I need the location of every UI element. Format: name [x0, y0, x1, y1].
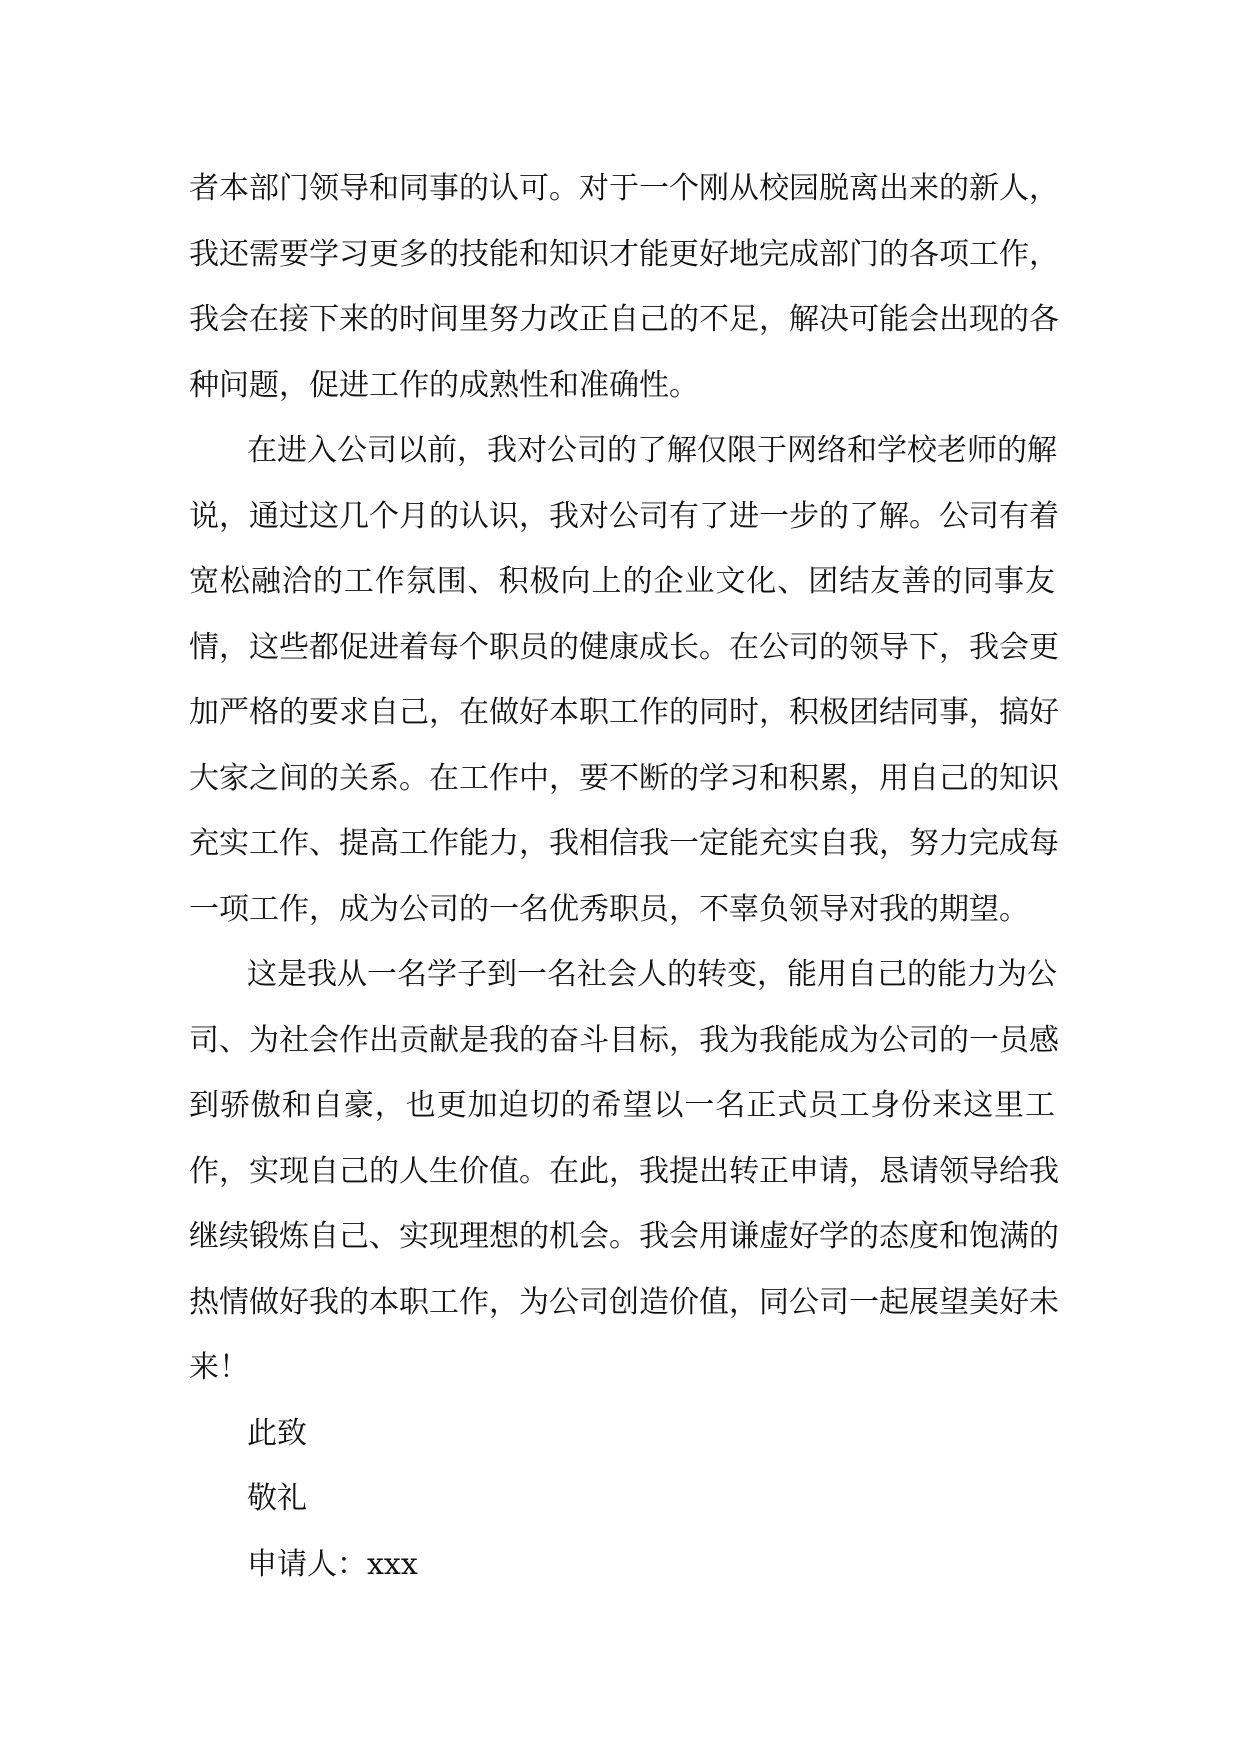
paragraph-2-line-2: 说，通过这几个月的认识，我对公司有了进一步的了解。公司有着 [189, 498, 1059, 534]
paragraph-3-line-1: 这是我从一名学子到一名社会人的转变，能用自己的能力为公 [247, 957, 1057, 992]
paragraph-1-line-3: 我会在接下来的时间里努力改正自己的不足，解决可能会出现的各 [189, 302, 1059, 337]
closing-regards: 敬礼 [247, 1481, 307, 1516]
paragraph-3-line-3: 到骄傲和自豪，也更加迫切的希望以一名正式员工身份来这里工 [189, 1088, 1055, 1123]
paragraph-2-line-8: 一项工作，成为公司的一名优秀职员，不辜负领导对我的期望。 [189, 891, 1029, 927]
paragraph-1-line-4: 种问题，促进工作的成熟性和准确性。 [189, 367, 699, 403]
paragraph-3-line-7: 来！ [189, 1350, 249, 1385]
applicant-signature-line: 申请人：xxx [247, 1546, 418, 1582]
paragraph-2-line-1: 在进入公司以前，我对公司的了解仅限于网络和学校老师的解 [247, 433, 1057, 468]
paragraph-3-line-4: 作，实现自己的人生价值。在此，我提出转正申请，恳请领导给我 [189, 1153, 1059, 1189]
paragraph-1-line-1: 者本部门领导和同事的认可。对于一个刚从校园脱离出来的新人， [189, 171, 1059, 206]
paragraph-2-line-7: 充实工作、提高工作能力，我相信我一定能充实自我，努力完成每 [189, 826, 1059, 861]
paragraph-1-line-2: 我还需要学习更多的技能和知识才能更好地完成部门的各项工作， [189, 236, 1059, 272]
paragraph-3-line-5: 继续锻炼自己、实现理想的机会。我会用谦虚好学的态度和饱满的 [189, 1219, 1059, 1254]
closing-salutation: 此致 [247, 1415, 307, 1451]
paragraph-3-line-6: 热情做好我的本职工作，为公司创造价值，同公司一起展望美好未 [189, 1284, 1059, 1320]
paragraph-2-line-5: 加严格的要求自己，在做好本职工作的同时，积极团结同事，搞好 [189, 695, 1059, 730]
letter-body [189, 156, 1059, 1597]
paragraph-2-line-3: 宽松融洽的工作氛围、积极向上的企业文化、团结友善的同事友 [189, 564, 1055, 599]
paragraph-2-line-4: 情，这些都促进着每个职员的健康成长。在公司的领导下，我会更 [189, 629, 1059, 665]
paragraph-2-line-6: 大家之间的关系。在工作中，要不断的学习和积累，用自己的知识 [189, 760, 1059, 796]
paragraph-3-line-2: 司、为社会作出贡献是我的奋斗目标，我为我能成为公司的一员感 [189, 1022, 1059, 1058]
